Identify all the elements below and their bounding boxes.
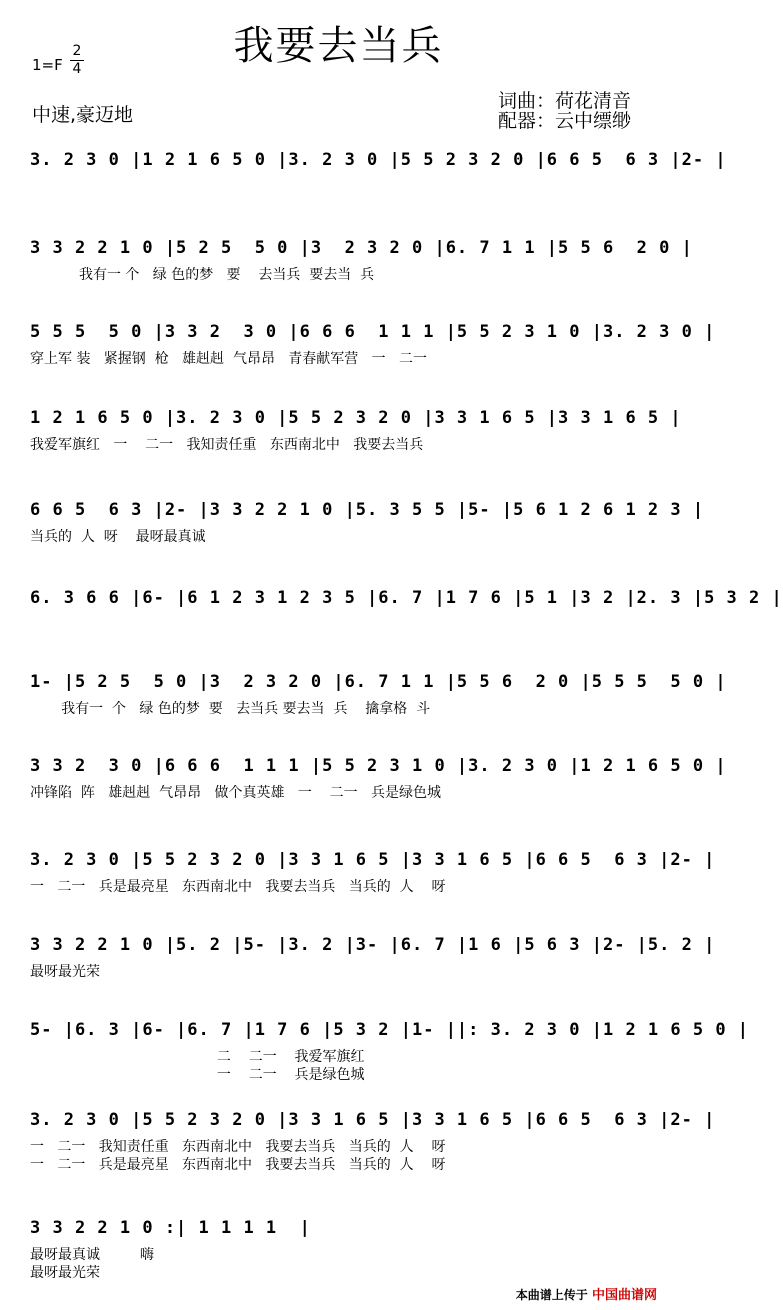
- lyrics-row: 我爱军旗红 一 二一 我知责任重 东西南北中 我要去当兵: [30, 437, 424, 453]
- notation-row: 3. 2 3 0 |1 2 1 6 5 0 |3. 2 3 0 |5 5 2 3 2 0 |6 6 5 6 3 |2- |: [30, 150, 727, 170]
- score-line: [30, 150, 727, 230]
- score-line: [30, 238, 693, 318]
- notation-row: 6 6 5 6 3 |2- |3 3 2 2 1 0 |5. 3 5 5 |5- |5 6 1 2 6 1 2 3 |: [30, 500, 705, 520]
- arrangement-credit: 配器：云中缥缈: [498, 110, 632, 132]
- lyrics-row: 一 二一 兵是最亮星 东西南北中 我要去当兵 当兵的 人 呀: [30, 879, 446, 895]
- notation-row: 6. 3 6 6 |6- |6 1 2 3 1 2 3 5 |6. 7 |1 7 6 |5 1 |3 2 |2. 3 |5 3 2 |: [30, 588, 783, 608]
- lyrics-row: 当兵的 人 呀 最呀最真诚: [30, 529, 206, 545]
- tempo-marking: 中速,豪迈地: [32, 104, 134, 126]
- lyrics-row: 最呀最真诚 嗨: [30, 1247, 155, 1263]
- score-line: [30, 850, 716, 930]
- score-line: [30, 1020, 750, 1100]
- notation-row: 3 3 2 3 0 |6 6 6 1 1 1 |5 5 2 3 1 0 |3. 2 3 0 |1 2 1 6 5 0 |: [30, 756, 727, 776]
- notation-row: 3 3 2 2 1 0 |5 2 5 5 0 |3 2 3 2 0 |6. 7 1 1 |5 5 6 2 0 |: [30, 238, 693, 258]
- score-line: [30, 500, 705, 580]
- notation-row: 1 2 1 6 5 0 |3. 2 3 0 |5 5 2 3 2 0 |3 3 1 6 5 |3 3 1 6 5 |: [30, 408, 682, 428]
- score-line: [30, 1110, 716, 1190]
- lyrics-row: 一 二一 兵是最亮星 东西南北中 我要去当兵 当兵的 人 呀: [30, 1157, 446, 1173]
- lyrics-credit: 词曲：荷花清音: [498, 90, 632, 112]
- lyrics-row: 穿上军 装 紧握钢 枪 雄赳赳 气昂昂 青春献军营 一 二一: [30, 351, 428, 367]
- lyrics-row: 一 二一 兵是绿色城: [30, 1067, 365, 1083]
- notation-row: 3. 2 3 0 |5 5 2 3 2 0 |3 3 1 6 5 |3 3 1 6 5 |6 6 5 6 3 |2- |: [30, 850, 716, 870]
- score-line: [30, 672, 727, 752]
- meter-top: 2: [72, 43, 82, 59]
- score-line: [30, 935, 716, 1015]
- page-title: 我要去当兵: [233, 23, 444, 69]
- notation-row: 5 5 5 5 0 |3 3 2 3 0 |6 6 6 1 1 1 |5 5 2 3 1 0 |3. 2 3 0 |: [30, 322, 716, 342]
- notation-row: 3 3 2 2 1 0 :| 1 1 1 1 |: [30, 1218, 311, 1238]
- footer-brand-logo: 中国曲谱网: [591, 1288, 657, 1303]
- lyrics-row: 我有一 个 绿 色的梦 要 去当兵 要去当 兵 擒拿格 斗: [30, 701, 431, 717]
- notation-row: 3 3 2 2 1 0 |5. 2 |5- |3. 2 |3- |6. 7 |1 6 |5 6 3 |2- |5. 2 |: [30, 935, 716, 955]
- score-line: [30, 322, 716, 402]
- score-line: [30, 408, 682, 488]
- lyrics-row: 冲锋陷 阵 雄赳赳 气昂昂 做个真英雄 一 二一 兵是绿色城: [30, 785, 442, 801]
- meter-bottom: 4: [72, 61, 82, 77]
- lyrics-row: 最呀最光荣: [30, 1265, 100, 1281]
- lyrics-row: 二 二一 我爱军旗红: [30, 1049, 365, 1065]
- notation-row: 1- |5 2 5 5 0 |3 2 3 2 0 |6. 7 1 1 |5 5 6 2 0 |5 5 5 5 0 |: [30, 672, 727, 692]
- score-line: [30, 756, 727, 836]
- lyrics-row: 一 二一 我知责任重 东西南北中 我要去当兵 当兵的 人 呀: [30, 1139, 446, 1155]
- lyrics-row: 我有一 个 绿 色的梦 要 去当兵 要去当 兵: [30, 267, 375, 283]
- key-signature: 1=F: [32, 56, 63, 74]
- notation-row: 5- |6. 3 |6- |6. 7 |1 7 6 |5 3 2 |1- ||: 3. 2 3 0 |1 2 1 6 5 0 |: [30, 1020, 750, 1040]
- footer-text: 本曲谱上传于: [515, 1288, 588, 1302]
- upload-footer: [516, 1284, 657, 1303]
- notation-row: 3. 2 3 0 |5 5 2 3 2 0 |3 3 1 6 5 |3 3 1 6 5 |6 6 5 6 3 |2- |: [30, 1110, 716, 1130]
- lyrics-row: 最呀最光荣: [30, 964, 100, 980]
- time-signature: [70, 44, 84, 77]
- score-line: [30, 588, 783, 668]
